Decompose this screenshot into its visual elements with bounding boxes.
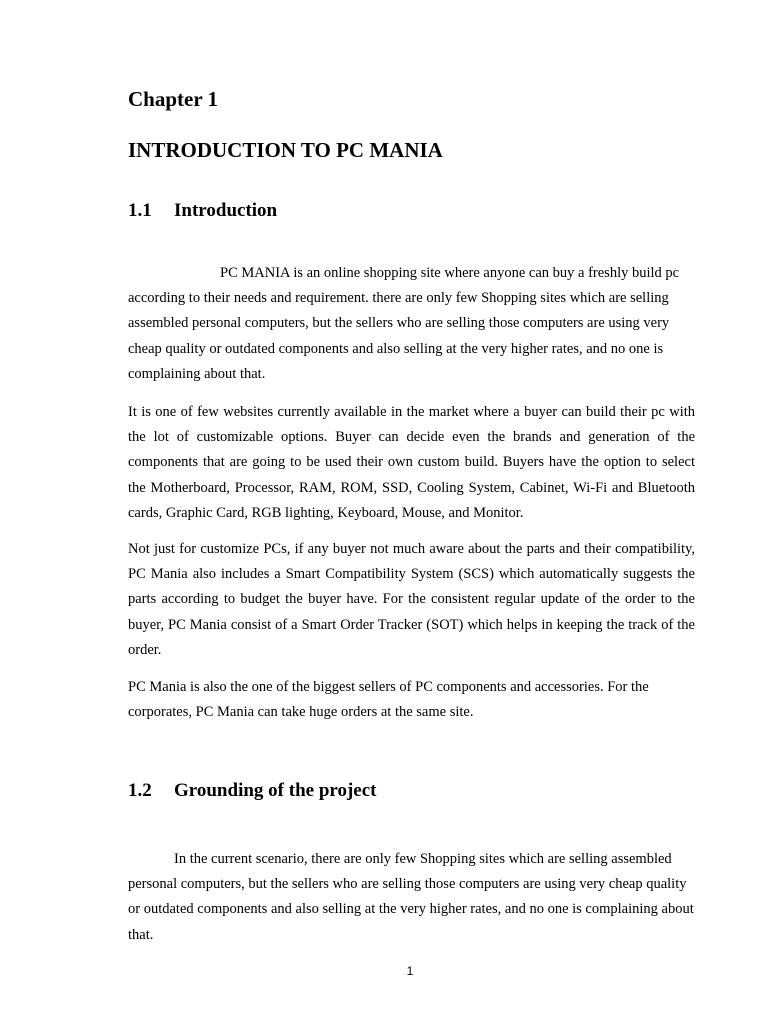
- paragraph: In the current scenario, there are only few Shopping sites which are selling assembled personal computers, but the sellers who are selling those computers are using very cheap quality or outdated components and also selling at the very higher rates, and no one is complaining about that.: [128, 851, 694, 943]
- section-heading-grounding: [128, 778, 377, 804]
- paragraph: It is one of few websites currently available in the market where a buyer can build their pc with the lot of customizable options. Buyer can decide even the brands and generation of the components that are going to be used their own custom build. Buyers have the option to select the Motherboard, Processor, RAM, ROM, SSD, Cooling System, Cabinet, Wi-Fi and Bluetooth cards, Graphic Card, RGB lighting, Keyboard, Mouse, and Monitor.: [128, 404, 695, 521]
- section-number: 1.2: [128, 780, 152, 801]
- chapter-label: Chapter 1: [128, 87, 219, 111]
- section-number: 1.1: [128, 200, 152, 221]
- paragraph: PC Mania is also the one of the biggest sellers of PC components and accessories. For the corporates, PC Mania can take huge orders at the same site.: [128, 679, 649, 721]
- section-heading-introduction: [128, 198, 277, 224]
- section-title: Introduction: [174, 200, 278, 221]
- paragraph: Not just for customize PCs, if any buyer not much aware about the parts and their compatibility, PC Mania also includes a Smart Compatibility System (SCS) which automatically suggests the parts according to budget the buyer have. For the consistent regular update of the order to the buyer, PC Mania consist of a Smart Order Tracker (SOT) which helps in keeping the track of the order.: [128, 541, 695, 658]
- section-title: Grounding of the project: [174, 780, 377, 801]
- chapter-title: INTRODUCTION TO PC MANIA: [128, 138, 443, 162]
- paragraph: PC MANIA is an online shopping site where anyone can buy a freshly build pc according to their needs and requirement. there are only few Shopping sites which are selling assembled personal computers, but the sellers who are selling those computers are using very cheap quality or outdated components and also selling at the very higher rates, and no one is complaining about that.: [128, 265, 680, 382]
- page-number: 1: [406, 964, 414, 978]
